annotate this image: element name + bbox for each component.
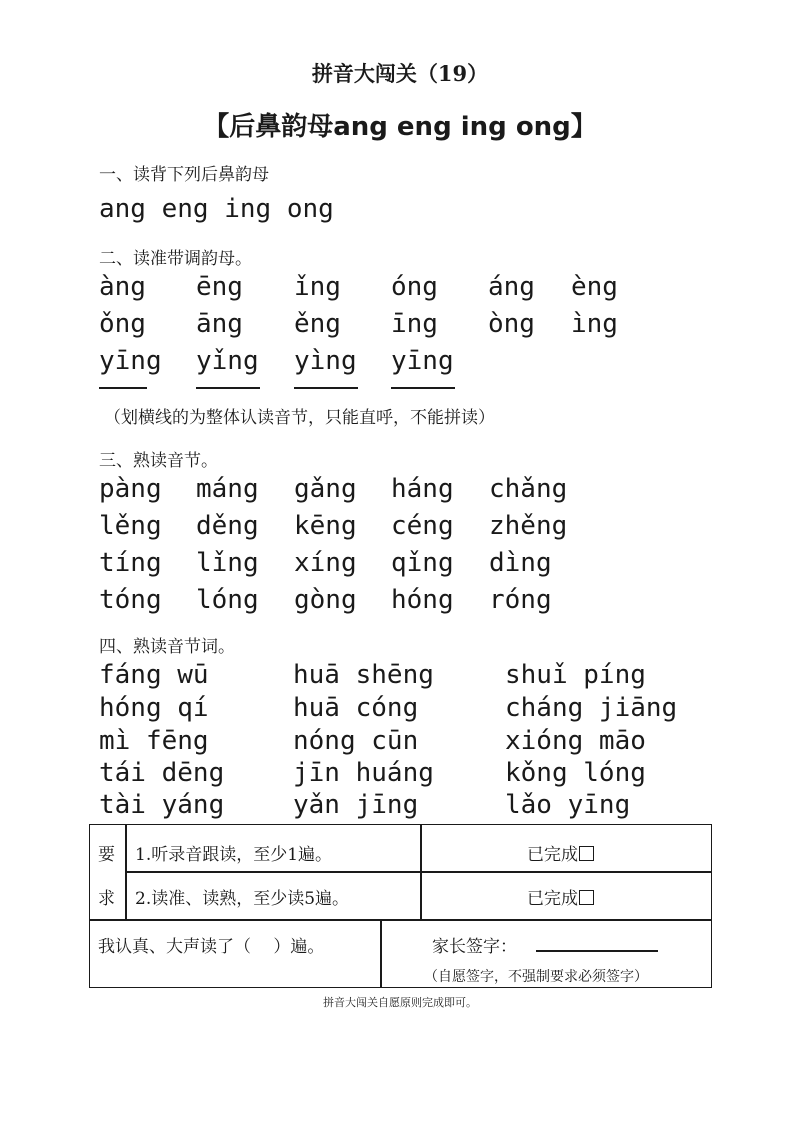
tone-syllable: èng [571,272,618,302]
underline [294,387,358,389]
section-1-heading: 一、读背下列后鼻韵母 [99,165,269,185]
completion-1-checkbox[interactable] [579,846,594,861]
syllable: pàng [99,474,162,504]
word: huā cóng [293,693,419,723]
tone-syllable: āng [196,309,243,339]
tone-syllable: áng [488,272,535,302]
table-divider [90,919,711,921]
tone-syllable: ǒng [99,309,146,339]
footer-note: 拼音大闯关自愿原则完成即可。 [323,996,477,1009]
completion-1 [527,840,594,865]
syllable: lǐng [196,548,259,578]
word: nóng cūn [293,726,419,756]
syllable: róng [489,585,552,615]
page-subtitle: 【后鼻韵母ang eng ing ong】 [203,112,597,142]
word: mì fēng [99,726,209,756]
tone-syllable: òng [488,309,535,339]
completion-2-checkbox[interactable] [579,890,594,905]
word: shuǐ píng [505,660,646,690]
word: huā shēng [293,660,434,690]
tone-syllable: ěng [294,309,341,339]
word: xióng māo [505,726,646,756]
word: tái dēng [99,758,225,788]
requirements-label-top: 要 [98,845,115,865]
syllable: hóng [391,585,454,615]
underline [391,387,455,389]
section-2-heading: 二、读准带调韵母。 [99,249,252,269]
syllable: kēng [294,511,357,541]
tone-syllable: óng [391,272,438,302]
completion-2 [527,884,594,909]
whole-syllable-note: （划横线的为整体认读音节，只能直呼，不能拼读） [104,408,495,428]
word: jīn huáng [293,758,434,788]
syllable: gòng [294,585,357,615]
syllable: máng [196,474,259,504]
whole-syllable: yīng [99,346,162,376]
syllable: háng [391,474,454,504]
requirement-2: 2.读准、读熟，至少读5遍。 [135,889,350,909]
section-4-heading: 四、熟读音节词。 [99,637,235,657]
underline [99,387,147,389]
syllable: lěng [99,511,162,541]
section-1-finals: ang eng ing ong [99,194,334,224]
syllable: céng [391,511,454,541]
tone-syllable: ǐng [294,272,341,302]
underline [196,387,260,389]
requirement-1: 1.听录音跟读，至少1遍。 [135,845,333,865]
section-3-heading: 三、熟读音节。 [99,451,218,471]
syllable: tíng [99,548,162,578]
word: kǒng lóng [505,758,646,788]
word: tài yáng [99,790,225,820]
table-divider [380,919,382,987]
syllable: zhěng [489,511,568,541]
read-times-prompt: 我认真、大声读了（ ）遍。 [98,937,325,957]
word: hóng qí [99,693,209,723]
signature-note: （自愿签字，不强制要求必须签字） [424,969,648,985]
table-divider [125,871,711,873]
whole-syllable: yìng [294,346,357,376]
syllable: dìng [489,548,552,578]
parent-signature-line[interactable] [536,950,658,952]
syllable: xíng [294,548,357,578]
page-title: 拼音大闯关（19） [311,61,489,86]
syllable: děng [196,511,259,541]
tone-syllable: ēng [196,272,243,302]
tone-syllable: īng [391,309,438,339]
syllable: chǎng [489,474,568,504]
word: lǎo yīng [505,790,631,820]
requirements-label-bottom: 求 [98,889,115,909]
tone-syllable: ìng [571,309,618,339]
syllable: gǎng [294,474,357,504]
whole-syllable: yīng [391,346,454,376]
word: yǎn jīng [293,790,419,820]
syllable: tóng [99,585,162,615]
completion-1-label: 已完成 [527,845,578,865]
completion-2-label: 已完成 [527,889,578,909]
syllable: lóng [196,585,259,615]
word: cháng jiāng [505,693,678,723]
parent-signature-label: 家长签字： [432,937,517,957]
syllable: qǐng [391,548,454,578]
whole-syllable: yǐng [196,346,259,376]
word: fáng wū [99,660,209,690]
tone-syllable: àng [99,272,146,302]
